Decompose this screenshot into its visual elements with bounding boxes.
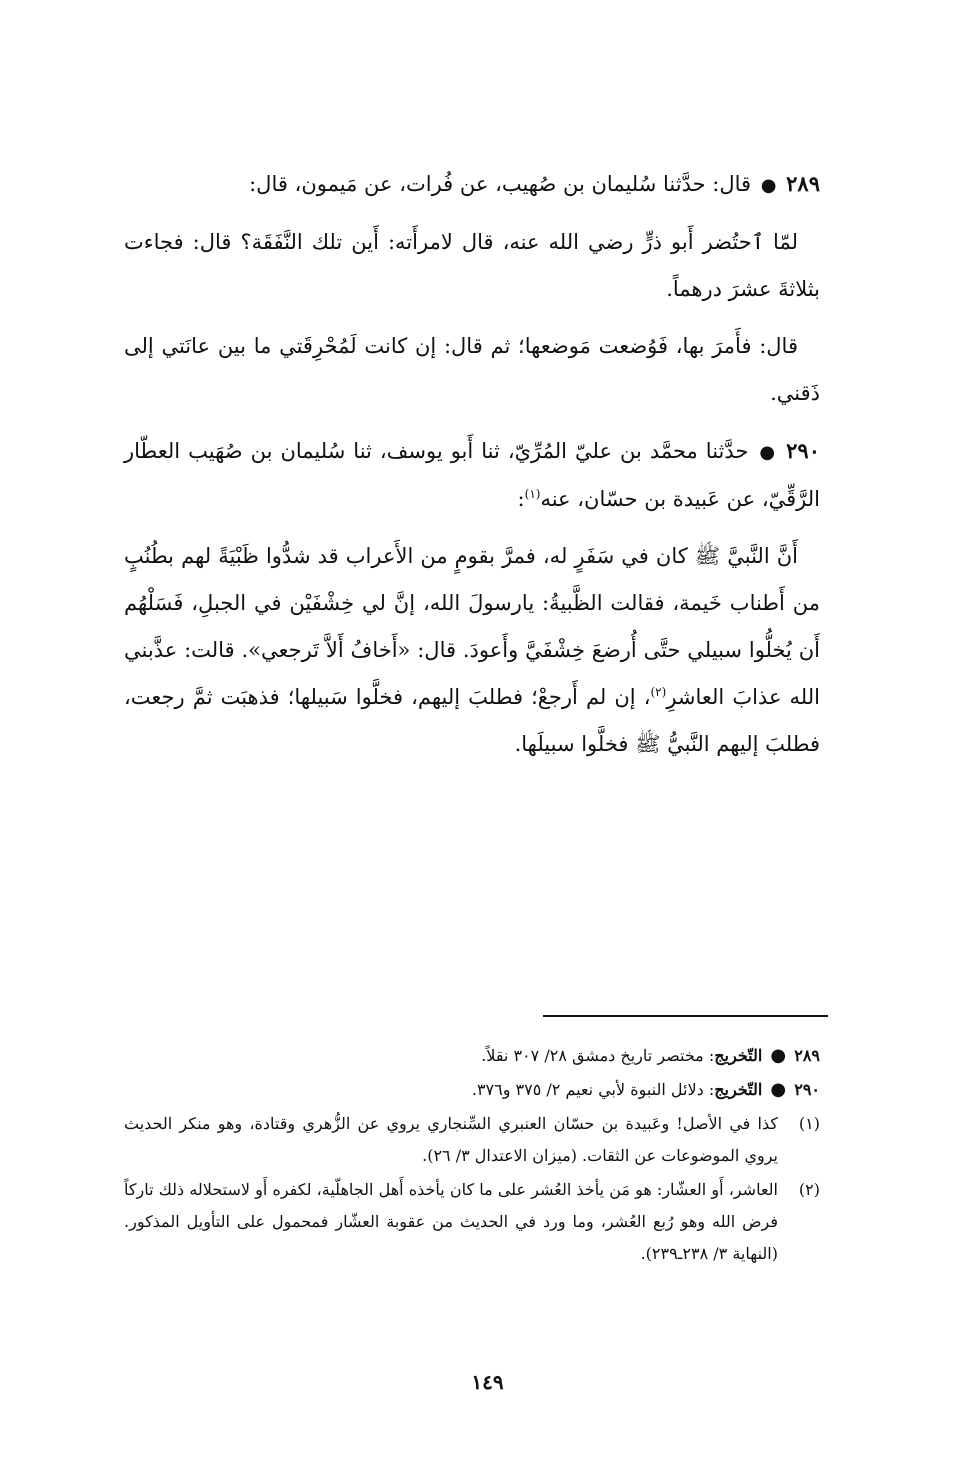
takhrij-text: : دلائل النبوة لأبي نعيم ٢/ ٣٧٥ و٣٧٦. (471, 1080, 715, 1099)
matn-text-b: ، إن لم أَرجعْ؛ فطلبَ إليهم، فخلَّوا سَبيلها؛ فذهبَت ثمَّ رجعت، فطلبَ إليهم النَّبيُّ ﷺ فخلَّوا سبيلَها. (124, 685, 820, 756)
takhrij-289 (124, 1040, 820, 1072)
hadith-number: ٢٨٩ (786, 171, 820, 196)
takhrij-label: التّخريج (714, 1080, 763, 1099)
takhrij-290 (124, 1074, 820, 1106)
isnad-text: حدَّثنا محمَّد بن عليّ المُرِّيّ، ثنا أَبو يوسف، ثنا سُليمان بن صُهَيب العطّار الرَّقِّيّ، عن عَبيدة بن حسّان، عنه (124, 439, 820, 511)
footnote-marker: (٢) (798, 1180, 820, 1199)
isnad-colon: : (517, 487, 525, 511)
footnote-separator (543, 1015, 828, 1017)
footnote-1 (124, 1108, 820, 1172)
takhrij-label: التّخريج (714, 1046, 763, 1065)
page-number: ١٤٩ (471, 1370, 504, 1394)
takhrij-number: ٢٩٠ (794, 1080, 820, 1099)
takhrij-number: ٢٨٩ (794, 1046, 820, 1065)
bullet-icon: ● (770, 1045, 787, 1066)
matn-text-a: أَنَّ النَّبيَّ ﷺ كان في سَفَرٍ له، فمرَّ بقومٍ من الأَعراب قد شدُّوا ظَبْيَةً لهم بطُنُبٍ من أَطناب خَيمة، فقالت الظَّبيةُ: يارسولَ الله، إنَّ لي خِشْفَيْن في الجبلِ، فَسَلْهُم أَن يُخلُّوا سبيلي حتَّى أُرضعَ خِشْفَيَّ وأَعودَ. قال: «أَخافُ أَلاَّ تَرجعي». قالت: عذَّبني الله عذابَ العاشرِ (124, 544, 820, 709)
footnotes-section (124, 1040, 820, 1272)
hadith-289-isnad (124, 160, 820, 209)
hadith-290-isnad (124, 427, 820, 523)
footnote-text: كذا في الأصل! وعَبيدة بن حسّان العنبري السِّنجاري يروي عن الزُّهري وقتادة، وهو منكر الحديث يروي الموضوعات عن الثقات. (ميزان الاعتدال ٣/ ٢٦). (124, 1114, 778, 1165)
footnote-marker: (١) (798, 1114, 820, 1133)
footnote-text: العاشر، أَو العشّار: هو مَن يأخذ العُشر على ما كان يأخذه أَهل الجاهلّية، لكفره أَو لاستحلاله ذلك تاركاً فرض الله وهو رُبع العُشر، وما ورد في الحديث من عقوبة العشّار فمحمول على التأويل المذكور. (النهاية ٣/ ٢٣٨ـ٢٣٩). (124, 1180, 778, 1263)
footnote-2 (124, 1174, 820, 1270)
isnad-text: قال: حدَّثنا سُليمان بن صُهيب، عن فُرات، عن مَيمون، قال: (249, 172, 752, 196)
bullet-icon: ● (760, 175, 777, 196)
bullet-icon: ● (759, 442, 776, 463)
footnote-ref-2[interactable]: (٢) (650, 685, 667, 699)
takhrij-text: : مختصر تاريخ دمشق ٢٨/ ٣٠٧ نقلاً. (481, 1046, 715, 1065)
footnote-ref-1[interactable]: (١) (524, 487, 541, 501)
hadith-number: ٢٩٠ (786, 438, 820, 463)
main-text (124, 160, 820, 778)
hadith-290-text (124, 533, 820, 768)
bullet-icon: ● (770, 1079, 787, 1100)
hadith-289-paragraph-1: لمّا ٱحتُضر أَبو ذرٍّ رضي الله عنه، قال لامرأَته: أَين تلك النَّفَقَة؟ قال: فجاءت بثلاثةَ عشرَ درهماً. (124, 230, 820, 301)
hadith-289-paragraph-2: قال: فأَمرَ بها، فَوُضعت مَوضعها؛ ثم قال: إن كانت لَمُحْرِقَتي ما بين عانَتي إلى ذَقني. (124, 334, 820, 405)
